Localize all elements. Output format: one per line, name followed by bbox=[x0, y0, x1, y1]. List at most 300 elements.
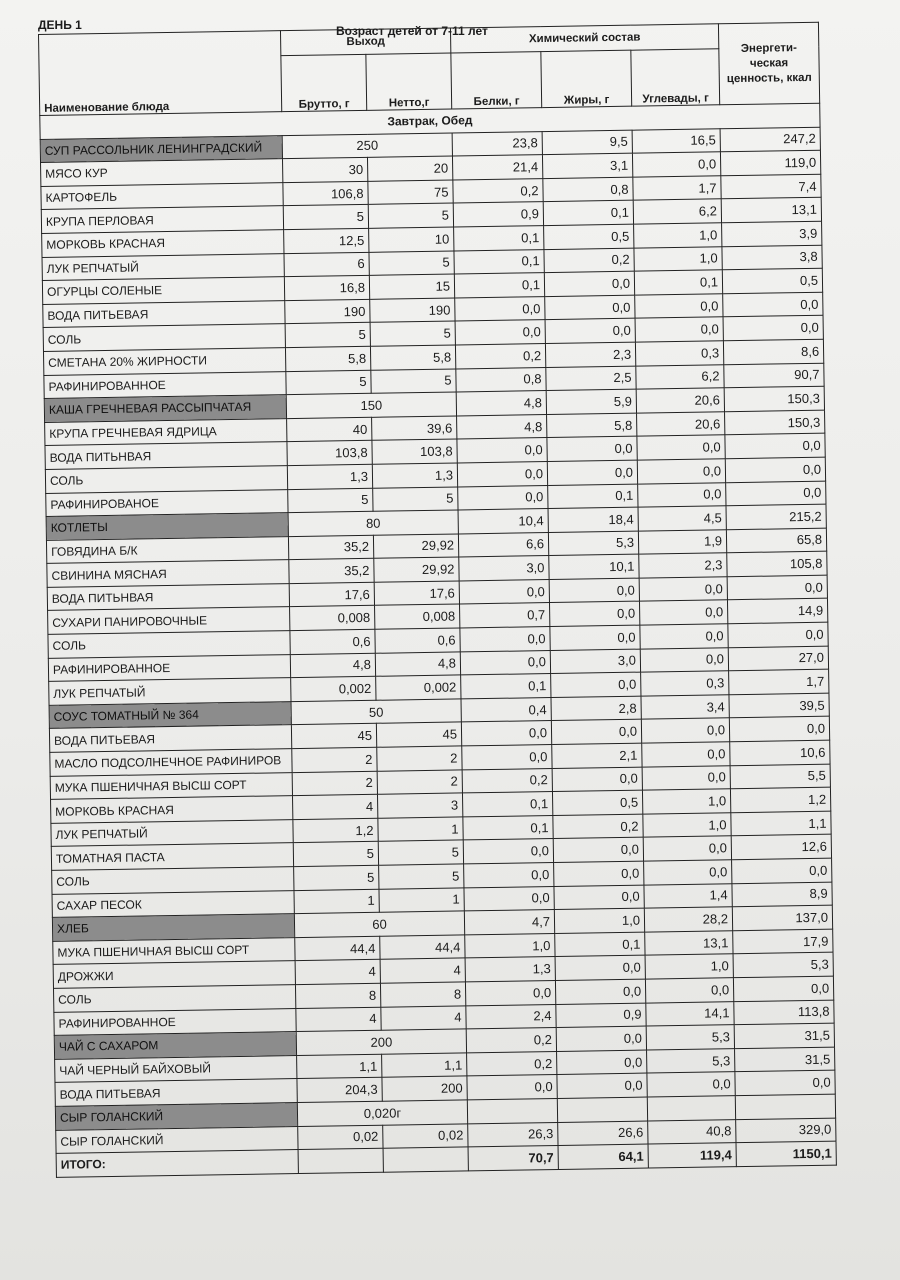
ingredient-name: ЧАЙ ЧЕРНЫЙ БАЙХОВЫЙ bbox=[55, 1055, 297, 1082]
ingredient-name: КРУПА ПЕРЛОВАЯ bbox=[41, 206, 283, 233]
energy-value: 329,0 bbox=[736, 1118, 836, 1143]
carbs-value: 13,1 bbox=[645, 930, 733, 955]
protein-value: 0,1 bbox=[463, 815, 553, 840]
carbs-value: 1,0 bbox=[634, 246, 722, 271]
carbs-value: 3,4 bbox=[641, 695, 729, 720]
energy-value: 1,2 bbox=[730, 787, 830, 812]
protein-value: 0,0 bbox=[464, 863, 554, 888]
brutto-value: 0,002 bbox=[291, 677, 376, 702]
energy-value: 0,5 bbox=[722, 268, 822, 293]
netto-value: 4 bbox=[381, 1005, 466, 1030]
brutto-value: 44,4 bbox=[295, 936, 380, 961]
netto-value: 1 bbox=[379, 888, 464, 913]
protein-value: 70,7 bbox=[468, 1146, 558, 1171]
fat-value: 0,0 bbox=[545, 319, 635, 344]
brutto-value: 35,2 bbox=[288, 535, 373, 560]
netto-value: 4 bbox=[380, 958, 465, 983]
fat-value: 0,0 bbox=[550, 625, 640, 650]
brutto-value: 2 bbox=[292, 771, 377, 796]
protein-value: 0,2 bbox=[467, 1051, 557, 1076]
energy-value: 137,0 bbox=[732, 905, 832, 930]
dish-portion: 150 bbox=[286, 392, 456, 418]
brutto-value: 1,3 bbox=[287, 464, 372, 489]
fat-value: 2,1 bbox=[552, 743, 642, 768]
fat-value: 0,0 bbox=[552, 767, 642, 792]
fat-value: 0,0 bbox=[556, 1026, 646, 1051]
protein-value: 0,2 bbox=[455, 344, 545, 369]
ingredient-name: СЫР ГОЛАНСКИЙ bbox=[56, 1126, 298, 1153]
brutto-value: 1,2 bbox=[293, 818, 378, 843]
protein-value: 3,0 bbox=[459, 556, 549, 581]
carbs-value: 0,0 bbox=[640, 600, 728, 625]
fat-value: 0,8 bbox=[543, 177, 633, 202]
carbs-value: 0,0 bbox=[640, 624, 728, 649]
protein-value: 0,0 bbox=[465, 980, 555, 1005]
fat-value: 0,0 bbox=[557, 1073, 647, 1098]
ingredient-name: МОРКОВЬ КРАСНАЯ bbox=[42, 230, 284, 257]
energy-value: 31,5 bbox=[735, 1047, 835, 1072]
brutto-value: 2 bbox=[292, 747, 377, 772]
energy-value: 0,0 bbox=[725, 457, 825, 482]
fat-value: 0,0 bbox=[551, 672, 641, 697]
fat-value: 0,0 bbox=[549, 578, 639, 603]
fat-value: 0,0 bbox=[550, 602, 640, 627]
energy-value: 1,1 bbox=[731, 811, 831, 836]
nutrition-table bbox=[38, 22, 837, 1178]
netto-value: 2 bbox=[377, 746, 462, 771]
carbs-value: 0,0 bbox=[639, 577, 727, 602]
protein-value: 0,1 bbox=[454, 226, 544, 251]
protein-value: 0,1 bbox=[461, 674, 551, 699]
carbs-value: 1,9 bbox=[638, 529, 726, 554]
netto-value: 0,002 bbox=[376, 675, 461, 700]
brutto-value: 5 bbox=[285, 323, 370, 348]
fat-value: 0,0 bbox=[547, 436, 637, 461]
protein-value: 0,8 bbox=[456, 367, 546, 392]
energy-value: 215,2 bbox=[726, 504, 826, 529]
fat-value: 1,0 bbox=[554, 908, 644, 933]
protein-value: 1,3 bbox=[465, 957, 555, 982]
brutto-value: 5,8 bbox=[285, 346, 370, 371]
carbs-value: 0,0 bbox=[645, 978, 733, 1003]
energy-value: 10,6 bbox=[730, 740, 830, 765]
dish-portion: 60 bbox=[294, 911, 464, 937]
energy-value: 8,6 bbox=[723, 339, 823, 364]
carbs-value bbox=[647, 1096, 735, 1121]
brutto-value: 204,3 bbox=[297, 1078, 382, 1103]
brutto-value: 30 bbox=[282, 158, 367, 183]
ingredient-name: ТОМАТНАЯ ПАСТА bbox=[51, 843, 293, 870]
brutto-value: 45 bbox=[291, 724, 376, 749]
carbs-value: 0,0 bbox=[638, 482, 726, 507]
dish-portion: 0,020г bbox=[297, 1100, 467, 1126]
protein-value: 0,0 bbox=[460, 627, 550, 652]
fat-value: 64,1 bbox=[558, 1144, 648, 1169]
carbs-value: 0,0 bbox=[635, 294, 723, 319]
ingredient-name: ГОВЯДИНА Б/К bbox=[46, 536, 288, 563]
protein-value: 0,0 bbox=[457, 461, 547, 486]
carbs-value: 6,2 bbox=[633, 199, 721, 224]
fat-value: 18,4 bbox=[548, 507, 638, 532]
carbs-value: 119,4 bbox=[648, 1143, 736, 1168]
ingredient-name: СУХАРИ ПАНИРОВОЧНЫЕ bbox=[48, 607, 290, 634]
brutto-value: 40 bbox=[287, 417, 372, 442]
fat-header: Жиры, г bbox=[541, 50, 632, 107]
brutto-value: 4 bbox=[295, 960, 380, 985]
brutto-value: 0,02 bbox=[298, 1125, 383, 1150]
brutto-value: 0,008 bbox=[290, 606, 375, 631]
ingredient-name: МУКА ПШЕНИЧНАЯ ВЫСШ СОРТ bbox=[53, 937, 295, 964]
fat-value: 0,1 bbox=[555, 932, 645, 957]
fat-value: 5,8 bbox=[547, 413, 637, 438]
carbs-value: 1,4 bbox=[644, 883, 732, 908]
protein-value: 0,1 bbox=[454, 249, 544, 274]
ingredient-name: ОГУРЦЫ СОЛЕНЫЕ bbox=[42, 277, 284, 304]
energy-value: 65,8 bbox=[726, 528, 826, 553]
energy-value: 8,9 bbox=[732, 882, 832, 907]
netto-value: 2 bbox=[377, 770, 462, 795]
protein-value: 0,0 bbox=[464, 886, 554, 911]
netto-value: 200 bbox=[382, 1076, 467, 1101]
age-group-label: Возраст детей от 7-11 лет bbox=[336, 24, 488, 38]
carbs-value: 4,5 bbox=[638, 506, 726, 531]
netto-header: Нетто,г bbox=[366, 53, 452, 110]
carbs-value: 40,8 bbox=[648, 1119, 736, 1144]
energy-value bbox=[735, 1094, 835, 1119]
energy-value: 0,0 bbox=[723, 316, 823, 341]
energy-value: 0,0 bbox=[732, 858, 832, 883]
ingredient-name: ВОДА ПИТЬЕВАЯ bbox=[43, 300, 285, 327]
netto-value: 29,92 bbox=[373, 534, 458, 559]
netto-value: 0,02 bbox=[383, 1123, 468, 1148]
ingredient-name: ЛУК РЕПЧАТЫЙ bbox=[51, 819, 293, 846]
carbs-value: 6,2 bbox=[636, 364, 724, 389]
ingredient-name: СОЛЬ bbox=[48, 631, 290, 658]
netto-value: 75 bbox=[368, 180, 453, 205]
energy-value: 0,0 bbox=[723, 292, 823, 317]
fat-value: 0,0 bbox=[553, 837, 643, 862]
brutto-value: 12,5 bbox=[284, 228, 369, 253]
ingredient-name: САХАР ПЕСОК bbox=[52, 890, 294, 917]
ingredient-name: СОЛЬ bbox=[45, 466, 287, 493]
dish-name: СОУС ТОМАТНЫЙ № 364 bbox=[49, 701, 291, 728]
energy-value: 13,1 bbox=[721, 198, 821, 223]
protein-value: 6,6 bbox=[458, 532, 548, 557]
brutto-value: 35,2 bbox=[289, 559, 374, 584]
netto-value: 5 bbox=[378, 840, 463, 865]
carbs-value: 0,3 bbox=[641, 671, 729, 696]
brutto-value: 4 bbox=[292, 794, 377, 819]
ingredient-name: СМЕТАНА 20% ЖИРНОСТИ bbox=[43, 348, 285, 375]
protein-value: 0,2 bbox=[453, 178, 543, 203]
fat-value: 2,3 bbox=[545, 342, 635, 367]
energy-value: 119,0 bbox=[720, 150, 820, 175]
fat-value: 0,0 bbox=[544, 271, 634, 296]
netto-value: 4,8 bbox=[375, 652, 460, 677]
netto-value: 5 bbox=[373, 486, 458, 511]
protein-value: 4,8 bbox=[457, 414, 547, 439]
protein-value: 4,7 bbox=[464, 910, 554, 935]
ingredient-name: СВИНИНА МЯСНАЯ bbox=[47, 560, 289, 587]
protein-value: 0,0 bbox=[457, 438, 547, 463]
fat-value: 0,0 bbox=[554, 861, 644, 886]
fat-value: 3,0 bbox=[550, 649, 640, 674]
fat-value: 0,2 bbox=[544, 248, 634, 273]
ingredient-name: СОЛЬ bbox=[52, 867, 294, 894]
brutto-value: 5 bbox=[294, 865, 379, 890]
brutto-value: 17,6 bbox=[289, 582, 374, 607]
netto-value: 5 bbox=[369, 251, 454, 276]
carbs-value: 20,6 bbox=[637, 411, 725, 436]
fat-value: 9,5 bbox=[542, 130, 632, 155]
brutto-value: 16,8 bbox=[284, 275, 369, 300]
dish-name-header: Наименование блюда bbox=[39, 31, 282, 116]
brutto-value: 5 bbox=[288, 488, 373, 513]
carbs-value: 0,0 bbox=[640, 647, 728, 672]
carbs-value: 2,3 bbox=[639, 553, 727, 578]
brutto-value: 4 bbox=[296, 1007, 381, 1032]
protein-value: 26,3 bbox=[468, 1122, 558, 1147]
protein-value: 0,1 bbox=[462, 792, 552, 817]
netto-value bbox=[383, 1147, 468, 1172]
dish-name: КАША ГРЕЧНЕВАЯ РАССЫПЧАТАЯ bbox=[44, 395, 286, 422]
dish-name: СУП РАССОЛЬНИК ЛЕНИНГРАДСКИЙ bbox=[40, 135, 282, 162]
ingredient-name: РАФИНИРОВАННОЕ bbox=[44, 371, 286, 398]
energy-value: 113,8 bbox=[734, 1000, 834, 1025]
energy-value: 5,3 bbox=[733, 952, 833, 977]
fat-value: 5,3 bbox=[548, 531, 638, 556]
dish-name: ХЛЕБ bbox=[52, 914, 294, 941]
dish-portion: 80 bbox=[288, 510, 458, 536]
energy-value: 105,8 bbox=[727, 551, 827, 576]
energy-value: 3,8 bbox=[722, 245, 822, 270]
fat-value: 26,6 bbox=[558, 1121, 648, 1146]
brutto-value: 6 bbox=[284, 252, 369, 277]
fat-value: 0,0 bbox=[547, 460, 637, 485]
protein-value: 0,0 bbox=[455, 296, 545, 321]
dish-portion: 250 bbox=[282, 133, 452, 159]
carbs-header: Углевады, г bbox=[631, 49, 720, 106]
protein-value: 0,2 bbox=[462, 768, 552, 793]
fat-value: 10,1 bbox=[549, 554, 639, 579]
ingredient-name: КРУПА ГРЕЧНЕВАЯ ЯДРИЦА bbox=[45, 418, 287, 445]
protein-value: 0,2 bbox=[466, 1028, 556, 1053]
fat-value: 5,9 bbox=[546, 389, 636, 414]
carbs-value: 0,0 bbox=[637, 435, 725, 460]
carbs-value: 14,1 bbox=[646, 1001, 734, 1026]
energy-value: 90,7 bbox=[724, 363, 824, 388]
brutto-value: 4,8 bbox=[290, 653, 375, 678]
carbs-value: 0,0 bbox=[635, 317, 723, 342]
carbs-value: 0,3 bbox=[635, 341, 723, 366]
energy-value: 17,9 bbox=[733, 929, 833, 954]
carbs-value: 0,0 bbox=[632, 152, 720, 177]
dish-portion: 50 bbox=[291, 699, 461, 725]
dish-name: СЫР ГОЛАНСКИЙ bbox=[55, 1102, 297, 1129]
dish-name: ЧАЙ С САХАРОМ bbox=[54, 1032, 296, 1059]
brutto-value: 5 bbox=[286, 370, 371, 395]
netto-value: 190 bbox=[370, 298, 455, 323]
protein-value: 0,1 bbox=[454, 273, 544, 298]
netto-value: 8 bbox=[380, 982, 465, 1007]
energy-value: 39,5 bbox=[729, 693, 829, 718]
fat-value: 0,0 bbox=[557, 1050, 647, 1075]
ingredient-name: РАФИНИРОВАННОЕ bbox=[54, 1008, 296, 1035]
ingredient-name: МАСЛО ПОДСОЛНЕЧНОЕ РАФИНИРОВ bbox=[50, 749, 292, 776]
carbs-value: 5,3 bbox=[647, 1048, 735, 1073]
carbs-value: 16,5 bbox=[632, 128, 720, 153]
ingredient-name: ЛУК РЕПЧАТЫЙ bbox=[42, 253, 284, 280]
netto-value: 29,92 bbox=[374, 557, 459, 582]
carbs-value: 0,0 bbox=[642, 765, 730, 790]
energy-value: 27,0 bbox=[728, 646, 828, 671]
brutto-value: 0,6 bbox=[290, 629, 375, 654]
energy-value: 14,9 bbox=[728, 599, 828, 624]
ingredient-name: ВОДА ПИТЬЕВАЯ bbox=[55, 1079, 297, 1106]
fat-value: 0,1 bbox=[548, 484, 638, 509]
ingredient-name: РАФИНИРОВАНОЕ bbox=[46, 489, 288, 516]
carbs-value: 1,0 bbox=[645, 954, 733, 979]
netto-value: 1,3 bbox=[372, 463, 457, 488]
protein-value: 1,0 bbox=[465, 933, 555, 958]
fat-value: 0,0 bbox=[555, 955, 645, 980]
carbs-value: 0,0 bbox=[644, 860, 732, 885]
protein-header: Белки, г bbox=[451, 52, 542, 109]
carbs-value: 1,0 bbox=[642, 789, 730, 814]
carbs-value: 1,0 bbox=[643, 813, 731, 838]
energy-value: 0,0 bbox=[728, 622, 828, 647]
protein-value: 0,0 bbox=[462, 745, 552, 770]
brutto-value: 1,1 bbox=[297, 1054, 382, 1079]
ingredient-name: СОЛЬ bbox=[53, 985, 295, 1012]
protein-value: 0,7 bbox=[460, 603, 550, 628]
netto-value: 45 bbox=[376, 722, 461, 747]
energy-value: 31,5 bbox=[734, 1023, 834, 1048]
ingredient-name: ВОДА ПИТЬНВАЯ bbox=[47, 583, 289, 610]
fat-value: 0,2 bbox=[553, 814, 643, 839]
carbs-value: 20,6 bbox=[636, 388, 724, 413]
protein-value: 23,8 bbox=[452, 131, 542, 156]
energy-value: 0,0 bbox=[733, 976, 833, 1001]
carbs-value: 0,0 bbox=[647, 1072, 735, 1097]
energy-value: 1,7 bbox=[729, 669, 829, 694]
netto-value: 39,6 bbox=[372, 416, 457, 441]
netto-value: 17,6 bbox=[374, 581, 459, 606]
energy-value: 12,6 bbox=[731, 835, 831, 860]
netto-value: 44,4 bbox=[380, 935, 465, 960]
netto-value: 3 bbox=[377, 793, 462, 818]
protein-value: 0,9 bbox=[453, 202, 543, 227]
netto-value: 5 bbox=[371, 369, 456, 394]
ingredient-name: СОЛЬ bbox=[43, 324, 285, 351]
ingredient-name: ВОДА ПИТЬНВАЯ bbox=[45, 442, 287, 469]
protein-value: 0,0 bbox=[463, 839, 553, 864]
protein-value: 0,0 bbox=[460, 650, 550, 675]
brutto-value: 1 bbox=[294, 889, 379, 914]
fat-value: 0,0 bbox=[554, 885, 644, 910]
energy-value: 150,3 bbox=[724, 386, 824, 411]
dish-portion: 200 bbox=[296, 1029, 466, 1055]
energy-value: 1150,1 bbox=[736, 1141, 836, 1166]
energy-value: 0,0 bbox=[726, 481, 826, 506]
protein-value: 0,0 bbox=[461, 721, 551, 746]
fat-value bbox=[557, 1097, 647, 1122]
ingredient-name: МОРКОВЬ КРАСНАЯ bbox=[51, 796, 293, 823]
protein-value: 0,0 bbox=[455, 320, 545, 345]
fat-value: 0,0 bbox=[555, 979, 645, 1004]
fat-value: 0,0 bbox=[551, 720, 641, 745]
brutto-value: 5 bbox=[283, 205, 368, 230]
protein-value: 0,0 bbox=[467, 1075, 557, 1100]
carbs-value: 0,0 bbox=[641, 718, 729, 743]
brutto-value: 190 bbox=[285, 299, 370, 324]
brutto-value bbox=[298, 1148, 383, 1173]
netto-value: 5 bbox=[370, 321, 455, 346]
brutto-value: 5 bbox=[293, 842, 378, 867]
carbs-value: 0,0 bbox=[642, 742, 730, 767]
protein-value: 0,4 bbox=[461, 697, 551, 722]
brutto-value: 8 bbox=[295, 983, 380, 1008]
ingredient-name: ЛУК РЕПЧАТЫЙ bbox=[49, 678, 291, 705]
carbs-value: 0,0 bbox=[637, 459, 725, 484]
carbs-value: 1,7 bbox=[633, 176, 721, 201]
protein-value: 21,4 bbox=[452, 155, 542, 180]
day-label: ДЕНЬ 1 bbox=[38, 18, 82, 32]
ingredient-name: КАРТОФЕЛЬ bbox=[41, 182, 283, 209]
dish-name: КОТЛЕТЫ bbox=[46, 513, 288, 540]
fat-value: 2,5 bbox=[546, 366, 636, 391]
protein-value bbox=[467, 1098, 557, 1123]
carbs-value: 0,0 bbox=[643, 836, 731, 861]
energy-value: 0,0 bbox=[727, 575, 827, 600]
energy-value: 247,2 bbox=[720, 127, 820, 152]
protein-value: 2,4 bbox=[466, 1004, 556, 1029]
brutto-value: 103,8 bbox=[287, 441, 372, 466]
fat-value: 0,5 bbox=[544, 224, 634, 249]
fat-value: 2,8 bbox=[551, 696, 641, 721]
energy-value: 0,0 bbox=[735, 1070, 835, 1095]
energy-value: 3,9 bbox=[722, 221, 822, 246]
netto-value: 1,1 bbox=[382, 1053, 467, 1078]
fat-value: 3,1 bbox=[542, 153, 632, 178]
fat-value: 0,0 bbox=[545, 295, 635, 320]
chemical-composition-header: Химический состав bbox=[450, 24, 718, 53]
energy-value: 150,3 bbox=[725, 410, 825, 435]
netto-value: 103,8 bbox=[372, 439, 457, 464]
protein-value: 0,0 bbox=[458, 485, 548, 510]
ingredient-name: МЯСО КУР bbox=[41, 159, 283, 186]
netto-value: 0,6 bbox=[375, 628, 460, 653]
netto-value: 5,8 bbox=[370, 345, 455, 370]
netto-value: 0,008 bbox=[375, 604, 460, 629]
total-label: ИТОГО: bbox=[56, 1150, 298, 1177]
energy-value: 5,5 bbox=[730, 764, 830, 789]
carbs-value: 0,1 bbox=[634, 270, 722, 295]
energy-header: Энергети-ческая ценность, ккал bbox=[718, 22, 819, 105]
netto-value: 15 bbox=[369, 274, 454, 299]
carbs-value: 5,3 bbox=[646, 1025, 734, 1050]
netto-value: 5 bbox=[379, 864, 464, 889]
ingredient-name: МУКА ПШЕНИЧНАЯ ВЫСШ СОРТ bbox=[50, 772, 292, 799]
protein-value: 4,8 bbox=[456, 391, 546, 416]
ingredient-name: ВОДА ПИТЬЕВАЯ bbox=[49, 725, 291, 752]
output-header: Выход bbox=[280, 28, 450, 56]
protein-value: 10,4 bbox=[458, 509, 548, 534]
energy-value: 7,4 bbox=[721, 174, 821, 199]
fat-value: 0,1 bbox=[543, 201, 633, 226]
netto-value: 1 bbox=[378, 817, 463, 842]
section-title: Завтрак, Обед bbox=[40, 103, 820, 139]
